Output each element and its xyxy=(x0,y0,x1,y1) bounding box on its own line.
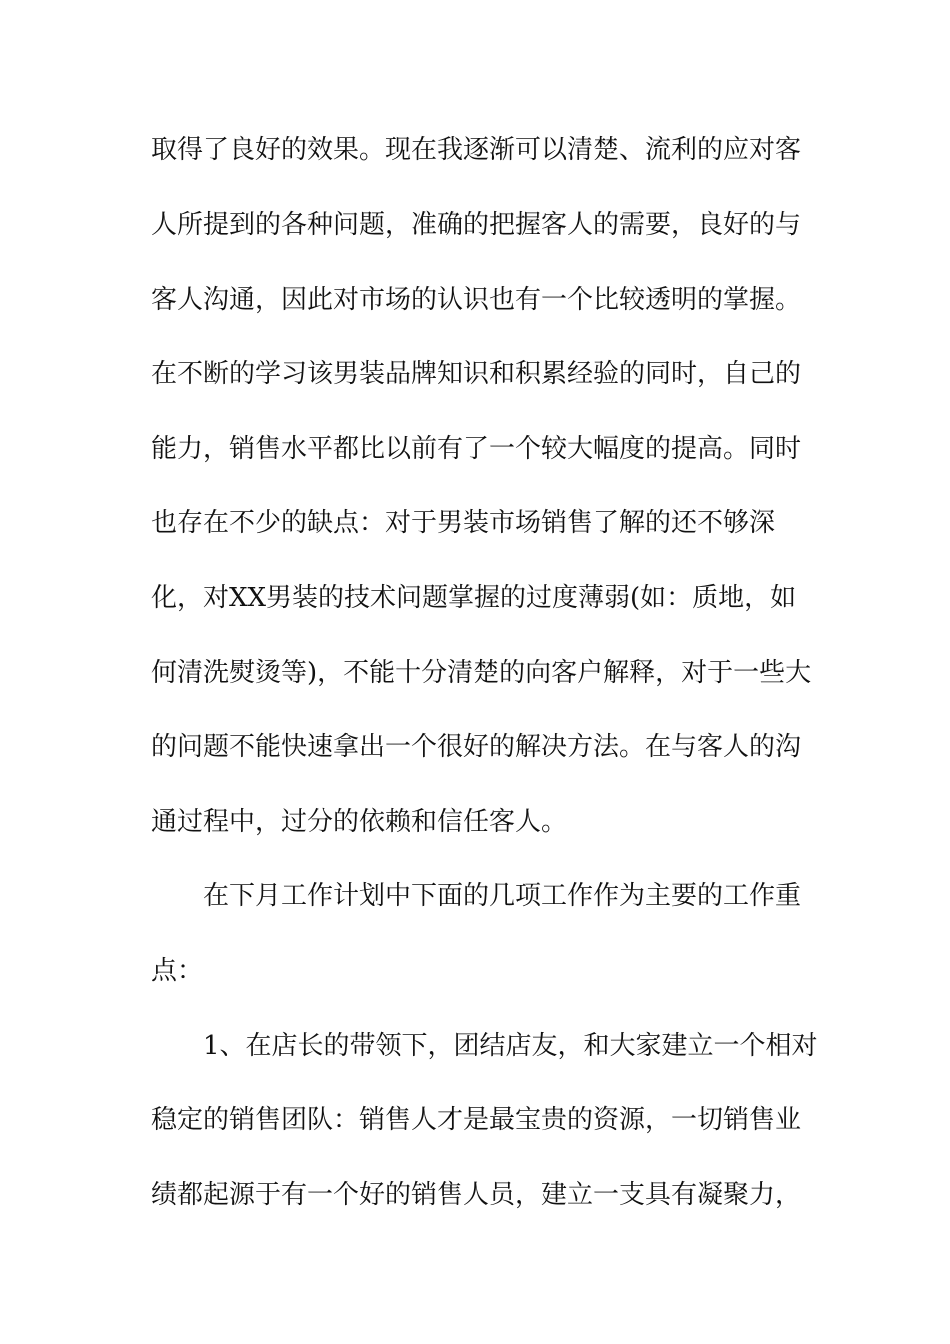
text-line: 能力，销售水平都比以前有了一个较大幅度的提高。同时 xyxy=(151,434,802,464)
text-line: 在不断的学习该男装品牌知识和积累经验的同时，自己的 xyxy=(151,359,802,389)
text-line: 稳定的销售团队：销售人才是最宝贵的资源，一切销售业 xyxy=(151,1105,802,1135)
text-line: 取得了良好的效果。现在我逐渐可以清楚、流利的应对客 xyxy=(151,135,802,165)
text-line: 的问题不能快速拿出一个很好的解决方法。在与客人的沟 xyxy=(151,732,802,762)
text-line: 人所提到的各种问题，准确的把握客人的需要，良好的与 xyxy=(151,210,802,240)
text-line: 点： xyxy=(151,956,204,986)
paragraph-start-line: 1、在店长的带领下，团结店友，和大家建立一个相对 xyxy=(203,1031,818,1061)
text-line: 绩都起源于有一个好的销售人员，建立一支具有凝聚力， xyxy=(151,1180,802,1210)
text-line: 客人沟通，因此对市场的认识也有一个比较透明的掌握。 xyxy=(151,285,802,315)
paragraph-start-line: 在下月工作计划中下面的几项工作作为主要的工作重 xyxy=(203,881,802,911)
text-line: 通过程中，过分的依赖和信任客人。 xyxy=(151,807,568,837)
text-line: 化，对XX男装的技术问题掌握的过度薄弱(如：质地，如 xyxy=(151,583,797,613)
text-line: 也存在不少的缺点：对于男装市场销售了解的还不够深 xyxy=(151,508,776,538)
text-line: 何清洗熨烫等)，不能十分清楚的向客户解释，对于一些大 xyxy=(151,658,812,688)
